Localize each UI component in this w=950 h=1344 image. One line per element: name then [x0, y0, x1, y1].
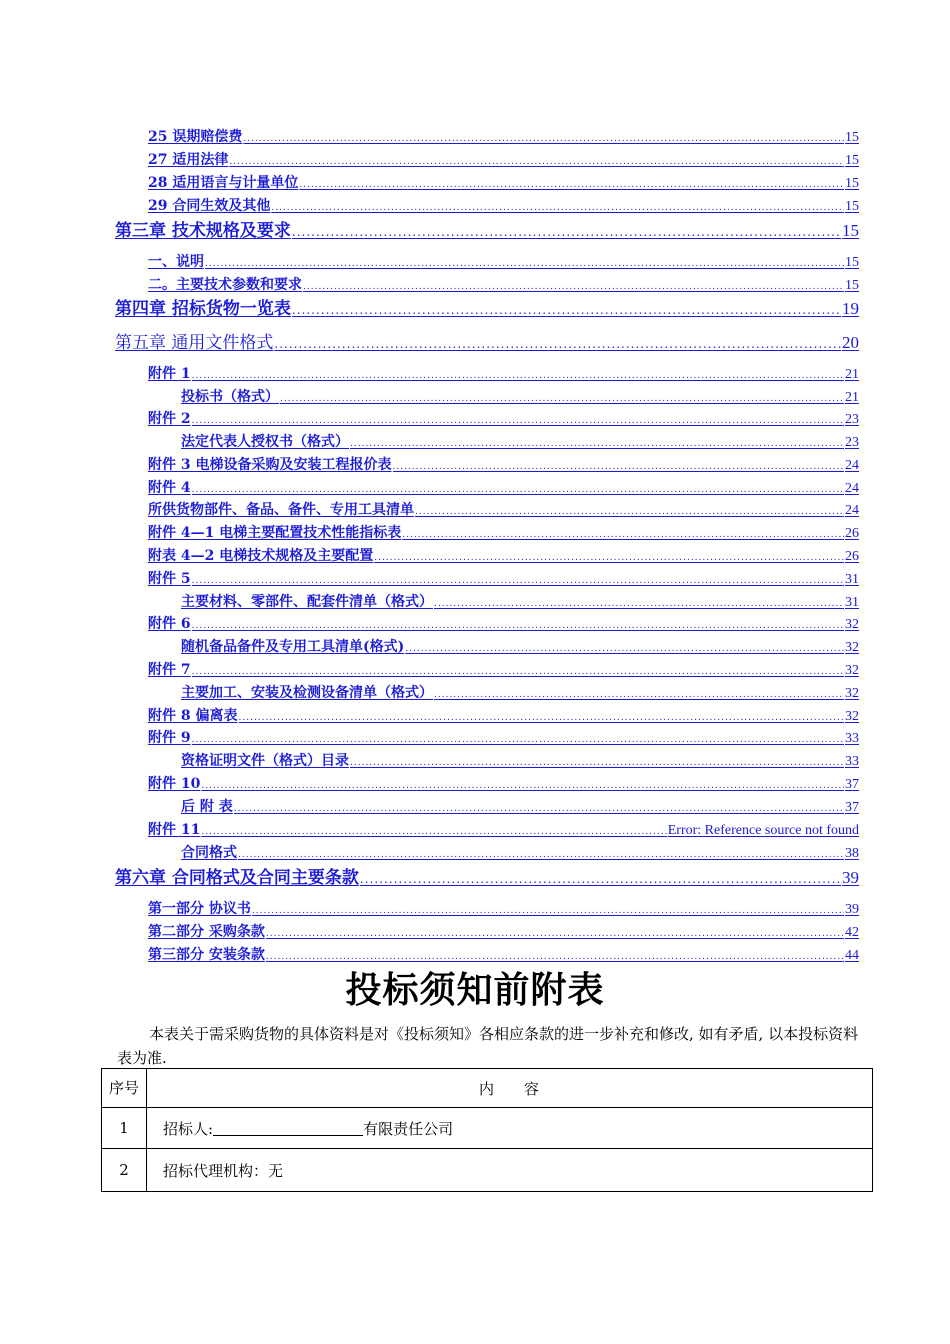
toc-dot-leader — [266, 929, 844, 939]
toc-subentry[interactable] — [181, 386, 859, 406]
toc-dot-leader — [360, 872, 841, 886]
toc-entry[interactable] — [148, 408, 859, 428]
toc-page-number: 15 — [845, 278, 859, 293]
toc-subentry[interactable] — [181, 682, 859, 702]
toc-page-number: 23 — [845, 412, 859, 427]
toc-entry-title: 第一部分 协议书 — [148, 901, 251, 917]
toc-dot-leader — [434, 599, 844, 609]
row-label: 招标人: — [163, 1119, 214, 1138]
toc-page-number: 24 — [845, 503, 859, 518]
toc-page-number: Error: Reference source not found — [667, 823, 859, 838]
toc-subentry[interactable] — [181, 591, 859, 611]
toc-entry-title: 第三章 技术规格及要求 — [115, 221, 291, 241]
toc-entry[interactable] — [148, 921, 859, 941]
toc-dot-leader — [266, 952, 844, 962]
toc-entry-title: 主要加工、安装及检测设备清单（格式） — [181, 685, 433, 701]
toc-entry-title: 第四章 招标货物一览表 — [115, 299, 291, 319]
row-number: 1 — [102, 1108, 147, 1149]
row-content — [147, 1149, 873, 1192]
toc-dot-leader — [192, 735, 844, 745]
toc-page-number: 24 — [845, 481, 859, 496]
toc-dot-leader — [201, 781, 844, 791]
toc-page-number: 15 — [845, 255, 859, 270]
toc-entry-title: 附件 4 — [148, 480, 191, 496]
toc-dot-leader — [415, 507, 844, 517]
toc-page-number: 38 — [845, 846, 859, 861]
toc-page-number: 19 — [842, 299, 859, 318]
toc-entry[interactable] — [148, 477, 859, 497]
toc-entry-title: 投标书（格式） — [181, 389, 279, 405]
toc-dot-leader — [192, 621, 844, 631]
toc-entry[interactable] — [148, 944, 859, 964]
toc-page-number: 33 — [845, 731, 859, 746]
toc-entry-title: 附件 2 — [148, 411, 191, 427]
toc-dot-leader — [192, 485, 844, 495]
toc-page-number: 15 — [845, 199, 859, 214]
toc-entry[interactable] — [148, 195, 859, 215]
toc-entry[interactable] — [148, 126, 859, 146]
toc-page-number: 32 — [845, 640, 859, 655]
toc-dot-leader — [350, 758, 844, 768]
toc-entry-title: 附件 3 电梯设备采购及安装工程报价表 — [148, 457, 392, 473]
table-row — [102, 1149, 873, 1192]
toc-subentry[interactable] — [181, 636, 859, 656]
toc-entry[interactable] — [148, 149, 859, 169]
table-header-row — [102, 1069, 873, 1108]
toc-chapter[interactable] — [115, 328, 859, 352]
toc-entry-title: 29 合同生效及其他 — [148, 198, 271, 214]
toc-page-number: 32 — [845, 709, 859, 724]
toc-subentry[interactable] — [181, 431, 859, 451]
toc-entry[interactable] — [148, 613, 859, 633]
toc-entry[interactable] — [148, 898, 859, 918]
toc-dot-leader — [192, 667, 844, 677]
toc-dot-leader — [274, 337, 841, 351]
toc-dot-leader — [299, 180, 844, 190]
toc-entry[interactable] — [148, 454, 859, 474]
toc-entry-title: 第二部分 采购条款 — [148, 924, 265, 940]
row-suffix: 有限责任公司 — [363, 1119, 454, 1138]
toc-dot-leader — [234, 804, 844, 814]
toc-dot-leader — [271, 203, 844, 213]
toc-entry-title: 附件 6 — [148, 616, 191, 632]
toc-entry-title: 第三部分 安装条款 — [148, 947, 265, 963]
toc-page-number: 15 — [845, 130, 859, 145]
toc-entry-title: 附表 4—2 电梯技术规格及主要配置 — [148, 548, 374, 564]
row-content — [147, 1108, 873, 1149]
toc-entry-title: 资格证明文件（格式）目录 — [181, 753, 349, 769]
bid-data-table — [101, 1068, 873, 1192]
toc-page-number: 20 — [842, 333, 859, 352]
row-number: 2 — [102, 1149, 147, 1192]
toc-entry-title: 第五章 通用文件格式 — [115, 333, 274, 353]
toc-dot-leader — [201, 827, 666, 837]
toc-entry-title: 一、说明 — [148, 254, 204, 270]
toc-dot-leader — [303, 282, 844, 292]
toc-entry-title: 28 适用语言与计量单位 — [148, 175, 299, 191]
table-row — [102, 1108, 873, 1149]
toc-page-number: 21 — [845, 367, 859, 382]
toc-entry[interactable] — [148, 705, 859, 725]
toc-page-number: 44 — [845, 948, 859, 963]
toc-entry[interactable] — [148, 251, 859, 271]
toc-dot-leader — [280, 394, 844, 404]
toc-page-number: 15 — [842, 221, 859, 240]
toc-page-number: 42 — [845, 925, 859, 940]
toc-page-number: 15 — [845, 176, 859, 191]
toc-dot-leader — [292, 225, 841, 239]
toc-dot-leader — [243, 134, 844, 144]
toc-entry[interactable] — [148, 568, 859, 588]
toc-entry-title: 后 附 表 — [181, 799, 233, 815]
toc-page-number: 37 — [845, 777, 859, 792]
toc-dot-leader — [374, 553, 844, 563]
toc-entry-title: 附件 9 — [148, 730, 191, 746]
toc-entry[interactable] — [148, 773, 859, 793]
toc-entry-title: 第六章 合同格式及合同主要条款 — [115, 868, 359, 888]
toc-page-number: 21 — [845, 390, 859, 405]
toc-dot-leader — [192, 371, 844, 381]
header-serial-number: 序号 — [102, 1069, 147, 1108]
toc-chapter[interactable] — [115, 863, 859, 887]
toc-page-number: 39 — [842, 868, 859, 887]
toc-subentry[interactable] — [181, 796, 859, 816]
toc-page-number: 37 — [845, 800, 859, 815]
toc-entry-title: 二。主要技术参数和要求 — [148, 277, 302, 293]
toc-chapter[interactable] — [115, 294, 859, 318]
toc-dot-leader — [405, 644, 844, 654]
toc-entry[interactable] — [148, 727, 859, 747]
toc-page-number: 31 — [845, 595, 859, 610]
toc-dot-leader — [252, 906, 844, 916]
toc-page-number: 26 — [845, 549, 859, 564]
intro-paragraph: 本表关于需采购货物的具体资料是对《投标须知》各相应条款的进一步补充和修改, 如有矛盾, 以本投标资料表为准. — [117, 1025, 859, 1067]
toc-dot-leader — [292, 303, 841, 317]
toc-entry[interactable] — [148, 172, 859, 192]
toc-page-number: 15 — [845, 153, 859, 168]
toc-dot-leader — [192, 416, 844, 426]
toc-chapter[interactable] — [115, 216, 859, 240]
toc-page-number: 32 — [845, 617, 859, 632]
toc-page-number: 31 — [845, 572, 859, 587]
toc-entry-title: 合同格式 — [181, 845, 237, 861]
toc-entry[interactable] — [148, 363, 859, 383]
toc-entry-title: 随机备品备件及专用工具清单(格式) — [181, 639, 405, 655]
document-title: 投标须知前附表 — [345, 969, 605, 1011]
fill-in-blank[interactable] — [213, 1121, 363, 1136]
toc-entry-title: 附件 8 偏离表 — [148, 708, 238, 724]
toc-dot-leader — [238, 850, 844, 860]
toc-page-number: 39 — [845, 902, 859, 917]
toc-entry-title: 25 误期赔偿费 — [148, 129, 243, 145]
row-label: 招标代理机构：无 — [163, 1161, 284, 1180]
toc-dot-leader — [192, 576, 844, 586]
toc-page-number: 24 — [845, 458, 859, 473]
toc-entry[interactable] — [148, 545, 859, 565]
toc-entry-title: 27 适用法律 — [148, 152, 229, 168]
toc-entry-title: 所供货物部件、备品、备件、专用工具清单 — [148, 502, 414, 518]
toc-page-number: 23 — [845, 435, 859, 450]
toc-entry-title: 附件 11 — [148, 822, 201, 838]
toc-entry-title: 法定代表人授权书（格式） — [181, 434, 349, 450]
toc-entry[interactable] — [148, 522, 859, 542]
toc-entry-title: 附件 10 — [148, 776, 201, 792]
toc-dot-leader — [402, 530, 844, 540]
toc-entry-title: 附件 7 — [148, 662, 191, 678]
toc-page-number: 33 — [845, 754, 859, 769]
toc-page-number: 32 — [845, 663, 859, 678]
toc-entry-title: 主要材料、零部件、配套件清单（格式） — [181, 594, 433, 610]
toc-entry[interactable] — [148, 659, 859, 679]
toc-subentry[interactable] — [181, 750, 859, 770]
toc-page-number: 26 — [845, 526, 859, 541]
toc-subentry[interactable] — [181, 842, 859, 862]
toc-entry-title: 附件 4—1 电梯主要配置技术性能指标表 — [148, 525, 402, 541]
toc-entry-title: 附件 5 — [148, 571, 191, 587]
header-content: 内容 — [147, 1069, 873, 1108]
toc-page-number: 32 — [845, 686, 859, 701]
toc-entry[interactable] — [148, 499, 859, 519]
toc-entry[interactable] — [148, 819, 859, 839]
toc-dot-leader — [393, 462, 845, 472]
toc-dot-leader — [239, 713, 845, 723]
toc-entry-title: 附件 1 — [148, 366, 191, 382]
toc-dot-leader — [434, 690, 844, 700]
toc-entry[interactable] — [148, 274, 859, 294]
toc-dot-leader — [350, 439, 844, 449]
toc-dot-leader — [229, 157, 844, 167]
toc-dot-leader — [205, 259, 844, 269]
